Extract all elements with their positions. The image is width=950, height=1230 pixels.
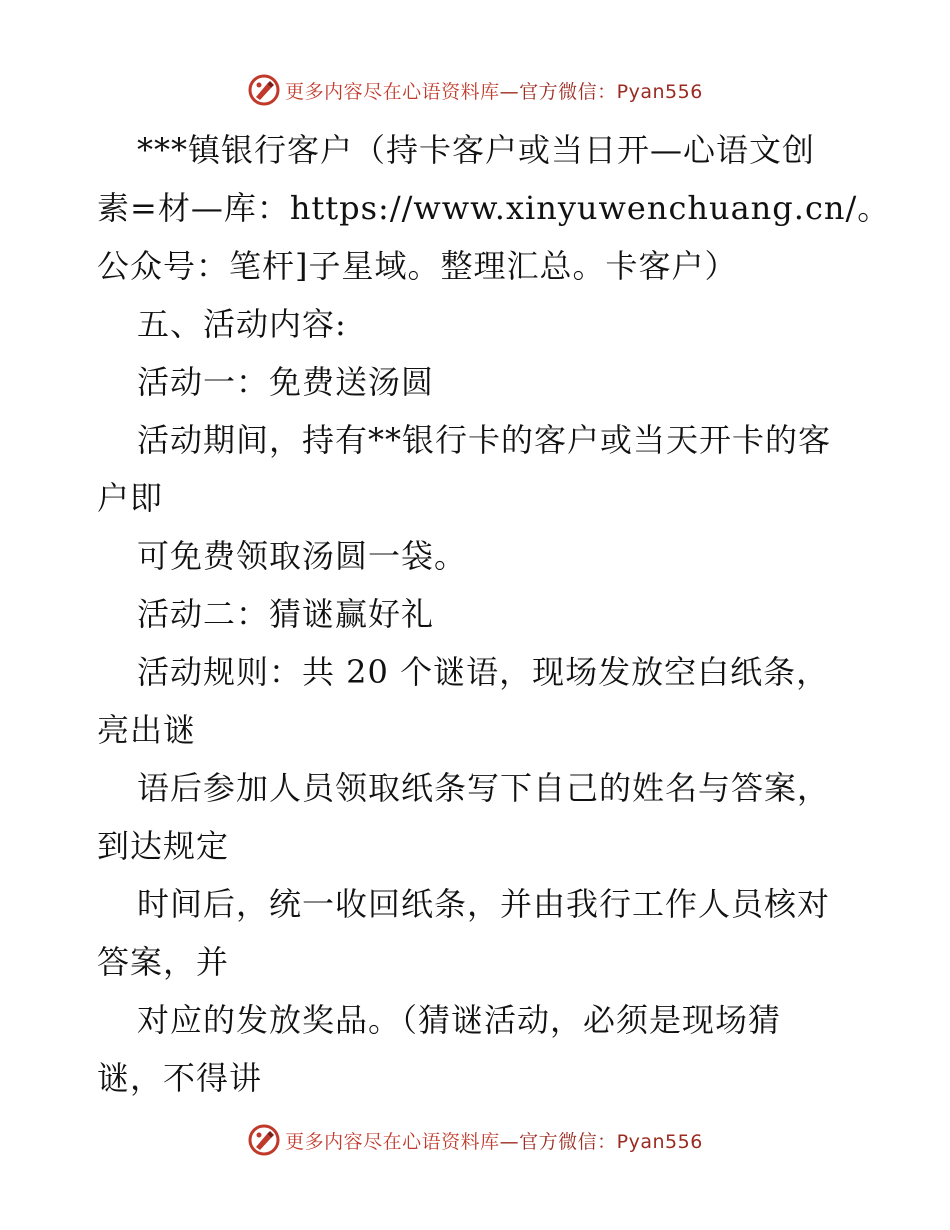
body-line: 亮出谜: [97, 711, 197, 749]
body-line: 答案，并: [97, 943, 230, 981]
pen-logo-icon: [247, 1123, 281, 1157]
body-line: 素=材—库：https://www.xinyuwenchuang.cn/。: [97, 189, 891, 227]
header-watermark: [0, 70, 950, 110]
watermark-wechat: —官方微信：Pyan556: [499, 80, 703, 103]
footer-watermark: [0, 1120, 950, 1160]
body-line: 对应的发放奖品。（猜谜活动，必须是现场猜: [137, 1001, 782, 1039]
watermark-main: 更多内容尽在心语资料库: [285, 80, 500, 103]
watermark-text: [285, 1127, 703, 1154]
watermark-main: 更多内容尽在心语资料库: [285, 1130, 500, 1153]
body-line: 可免费领取汤圆一袋。: [137, 537, 468, 575]
body-line: 语后参加人员领取纸条写下自己的姓名与答案，: [137, 769, 831, 807]
section-heading: 五、活动内容:: [137, 305, 347, 343]
body-line: 谜，不得讲: [97, 1059, 263, 1097]
body-line: ***镇银行客户（持卡客户或当日开—心语文创: [137, 131, 816, 169]
body-line: 到达规定: [97, 827, 230, 865]
document-body: [97, 121, 891, 1107]
activity-title: 活动二：猜谜赢好礼: [137, 595, 435, 633]
pen-logo-icon: [247, 73, 281, 107]
body-line: 户即: [97, 479, 164, 517]
body-line: 公众号：笔杆]子星域。整理汇总。卡客户）: [97, 247, 738, 285]
watermark-text: [285, 77, 703, 104]
activity-title: 活动一：免费送汤圆: [137, 363, 435, 401]
body-line: 时间后，统一收回纸条，并由我行工作人员核对: [137, 885, 831, 923]
body-line: 活动期间，持有**银行卡的客户或当天开卡的客: [137, 421, 832, 459]
watermark-wechat: —官方微信：Pyan556: [499, 1130, 703, 1153]
body-line: 活动规则：共 20 个谜语，现场发放空白纸条，: [137, 653, 830, 691]
